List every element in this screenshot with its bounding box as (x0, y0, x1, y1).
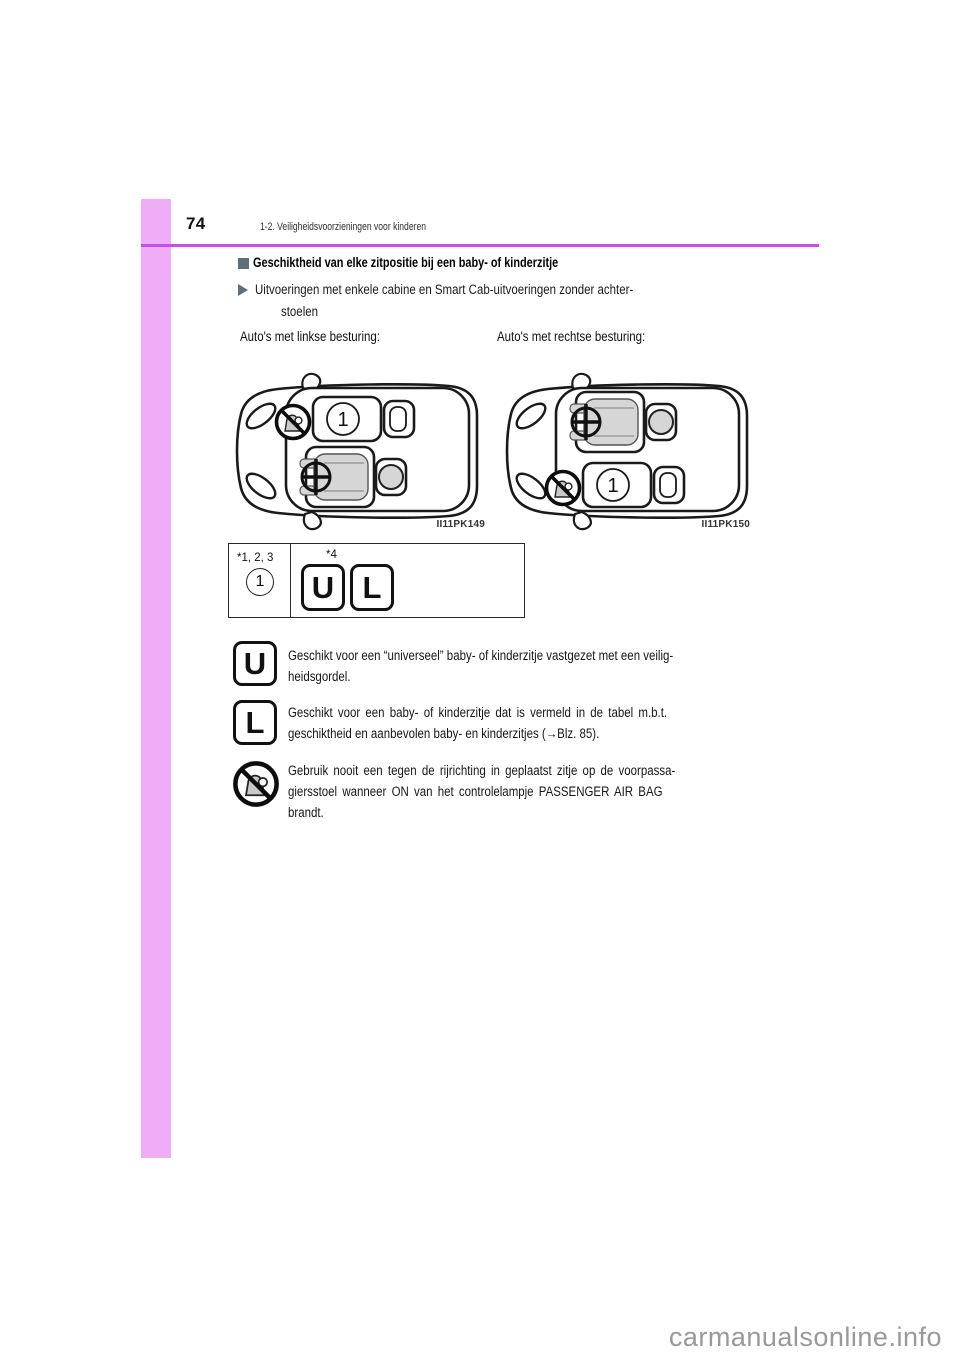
variant-text-line1: Uitvoeringen met enkele cabine en Smart Cab-uitvoeringen zonder achter- (255, 282, 634, 297)
prohibition-icon (547, 472, 580, 505)
chapter-tab-bar (141, 199, 171, 1158)
footnote-marker: *1, 2, 3 (237, 552, 274, 564)
watermark: carmanualsonline.info (668, 1322, 942, 1352)
l-symbol-icon: L (233, 700, 277, 745)
circled-seat-number: 1 (246, 568, 274, 596)
seat-position-number: 1 (337, 409, 349, 431)
image-code-left: II11PK149 (436, 519, 485, 530)
l-definition-text: Geschikt voor een baby- of kinderzitje dat is vermeld in de tabel m.b.t. geschiktheid en aanbevolen baby- en kinderzitjes (→Blz. 85). (288, 705, 668, 741)
seat-position-number: 1 (607, 475, 619, 497)
l-symbol-icon: L (350, 564, 394, 611)
car-diagram-lhd (228, 362, 484, 534)
legend-cell-position (229, 544, 291, 617)
section-title: Geschiktheid van elke zitpositie bij een baby- of kinderzitje (253, 254, 559, 270)
footnote-marker: *4 (326, 549, 337, 561)
header-rule (141, 244, 819, 247)
u-symbol-icon: U (301, 564, 345, 611)
arrow-bullet-icon (238, 284, 248, 296)
prohibition-icon (277, 406, 310, 439)
variant-text-line2: stoelen (281, 304, 319, 319)
u-symbol-icon: U (233, 641, 277, 686)
airbag-warning-text: Gebruik nooit een tegen de rijrichting in geplaatst zitje op de voorpassa- giersstoel wanneer ON van het controlelampje PASSENGER AIR BAG brandt. (288, 763, 676, 820)
rhd-diagram-label: Auto's met rechtse besturing: (497, 329, 646, 344)
image-code-right: II11PK150 (701, 519, 750, 530)
symbol-legend-table (228, 543, 525, 618)
prohibition-icon (231, 758, 281, 810)
u-definition-text: Geschikt voor een “universeel” baby- of kinderzitje vastgezet met een veilig- heidsgordel. (288, 648, 674, 684)
lhd-diagram-label: Auto's met linkse besturing: (240, 329, 380, 344)
car-diagram-rhd (498, 362, 754, 534)
page-number: 74 (186, 214, 206, 233)
chapter-header: 1-2. Veiligheidsvoorzieningen voor kinderen (260, 221, 426, 233)
square-bullet-icon (238, 258, 249, 269)
